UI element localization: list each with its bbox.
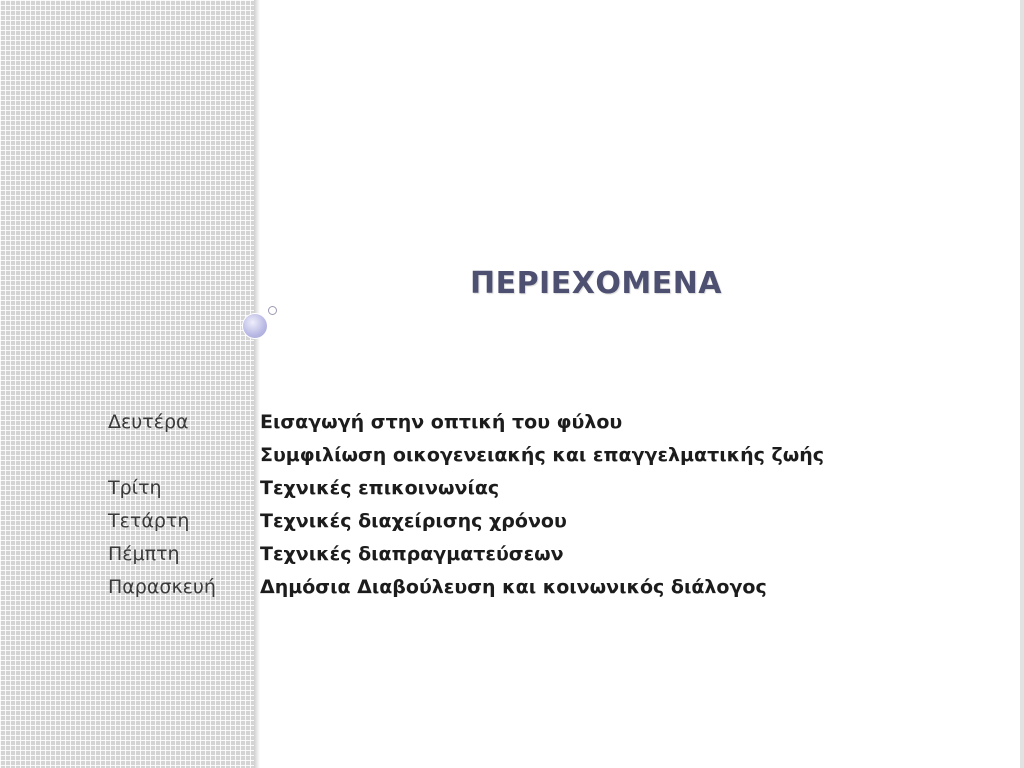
decorative-circle-small <box>268 306 277 315</box>
agenda-topic: Δημόσια Διαβούλευση και κοινωνικός διάλογος <box>260 576 767 598</box>
right-border <box>1020 0 1024 768</box>
agenda-topic: Τεχνικές διαπραγματεύσεων <box>260 543 564 565</box>
agenda-day: Τετάρτη <box>108 510 190 532</box>
agenda-day: Τρίτη <box>108 477 162 499</box>
agenda-day: Πέμπτη <box>108 543 180 565</box>
panel-shadow-edge <box>254 0 260 768</box>
agenda-day: Παρασκευή <box>108 576 216 598</box>
agenda-topic: Τεχνικές διαχείρισης χρόνου <box>260 510 567 532</box>
slide-title: ΠΕΡΙΕΧΟΜΕΝΑ <box>469 266 723 301</box>
agenda-topic: Εισαγωγή στην οπτική του φύλου <box>260 411 623 433</box>
agenda-topic: Τεχνικές επικοινωνίας <box>260 477 500 499</box>
decorative-circle-large <box>243 314 267 338</box>
grid-pattern-panel <box>0 0 254 768</box>
agenda-topic: Συμφιλίωση οικογενειακής και επαγγελματικής ζωής <box>260 444 825 466</box>
agenda-day: Δευτέρα <box>108 411 189 433</box>
